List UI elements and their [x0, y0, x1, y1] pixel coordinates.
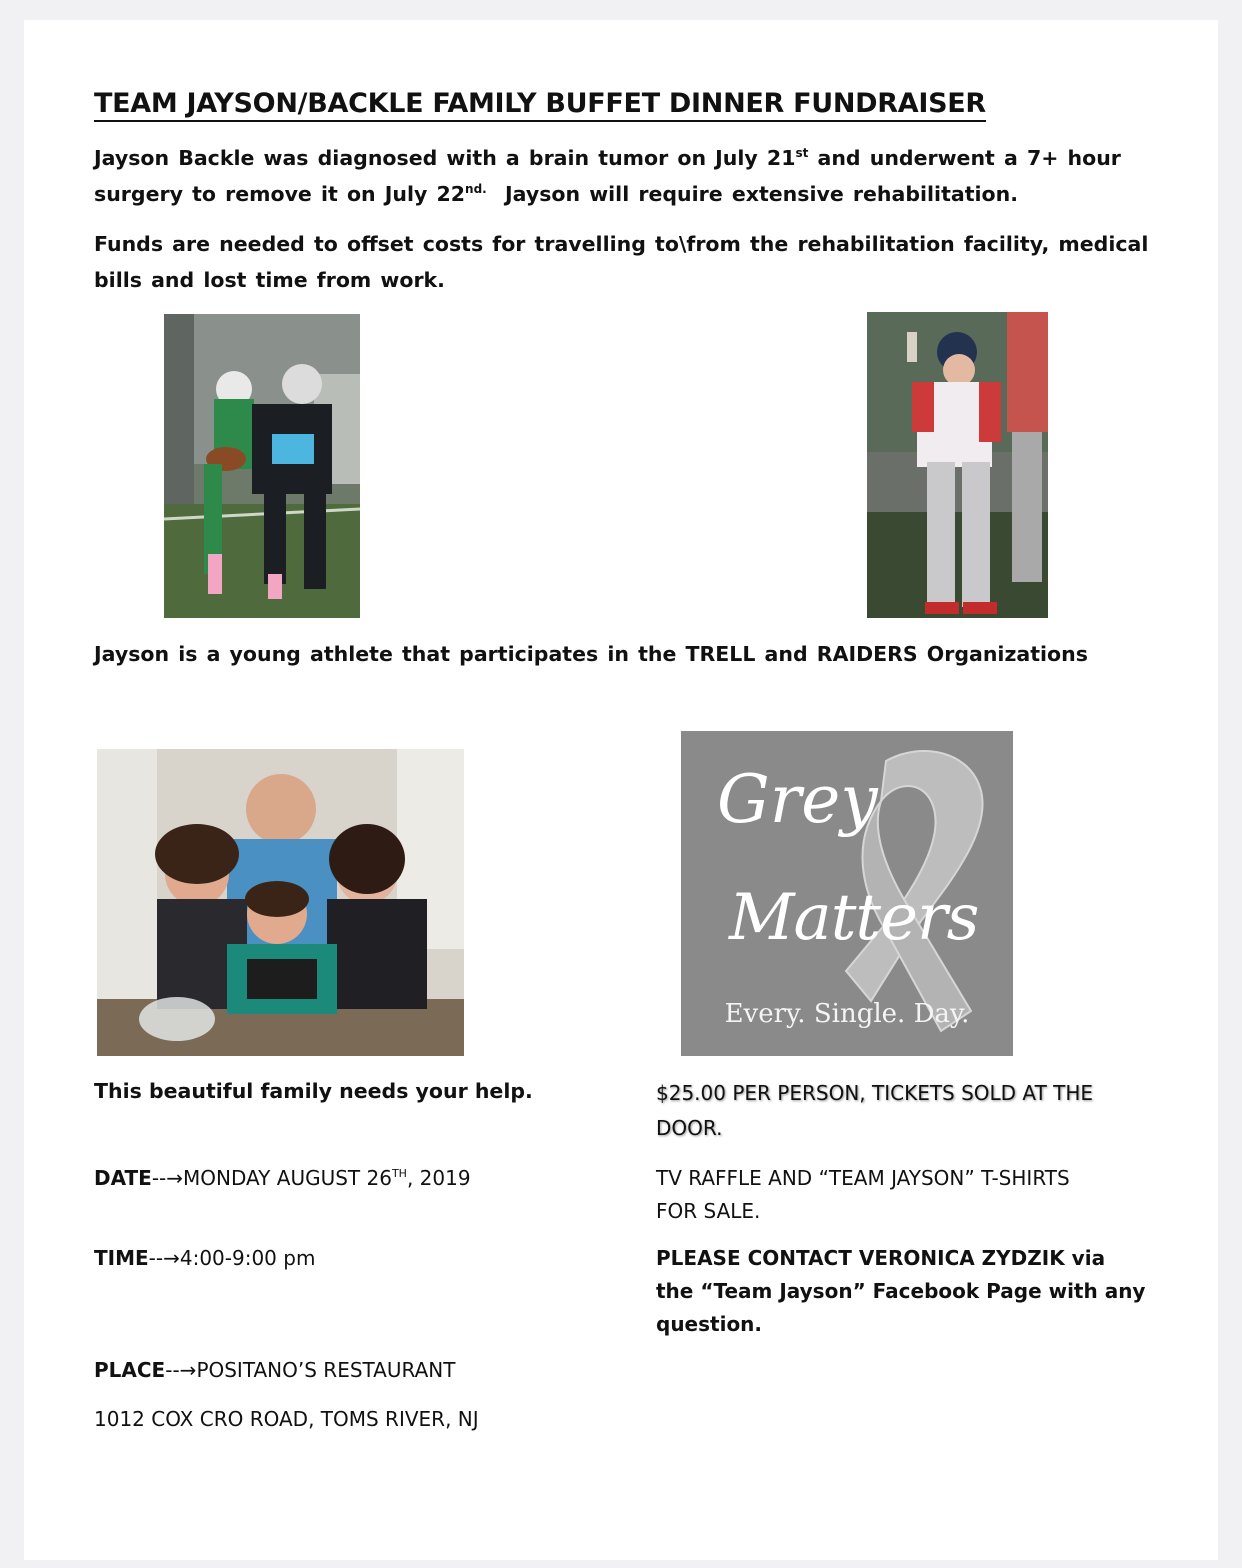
baseball-photo	[867, 312, 1048, 618]
logo-word-grey: Grey	[717, 761, 878, 838]
raffle-info: TV RAFFLE AND “TEAM JAYSON” T-SHIRTS FOR SALE.	[656, 1166, 1070, 1223]
flyer-title: TEAM JAYSON/BACKLE FAMILY BUFFET DINNER FUNDRAISER	[94, 88, 1154, 119]
contact-info: PLEASE CONTACT VERONICA ZYDZIK via the “Team Jayson” Facebook Page with any question.	[656, 1246, 1146, 1336]
event-place: PLACE--→POSITANO’S RESTAURANT	[94, 1358, 456, 1382]
grey-matters-logo	[681, 731, 1013, 1056]
football-photo	[164, 314, 360, 618]
event-address: 1012 COX CRO ROAD, TOMS RIVER, NJ	[94, 1407, 479, 1431]
event-time: TIME--→4:00-9:00 pm	[94, 1246, 316, 1270]
family-photo	[97, 749, 464, 1056]
ticket-price: $25.00 PER PERSON, TICKETS SOLD AT THE DOOR.	[656, 1081, 1094, 1140]
intro-paragraph-diagnosis: Jayson Backle was diagnosed with a brain tumor on July 21st and underwent a 7+ hour surgery to remove it on July $22^{nd.}$ Jayson will require extensive rehabilitation.	[94, 146, 1121, 206]
athlete-caption: Jayson is a young athlete that participates in the TRELL and RAIDERS Organizations	[94, 642, 1088, 666]
logo-tagline: Every. Single. Day.	[724, 999, 970, 1029]
intro-paragraph-funds: Funds are needed to offset costs for travelling to\from the rehabilitation facility, medical bills and lost time from work.	[94, 232, 1149, 292]
family-caption: This beautiful family needs your help.	[94, 1079, 533, 1103]
event-date: DATE--→MONDAY AUGUST 26TH, 2019	[94, 1166, 471, 1190]
logo-word-matters: Matters	[729, 881, 979, 955]
